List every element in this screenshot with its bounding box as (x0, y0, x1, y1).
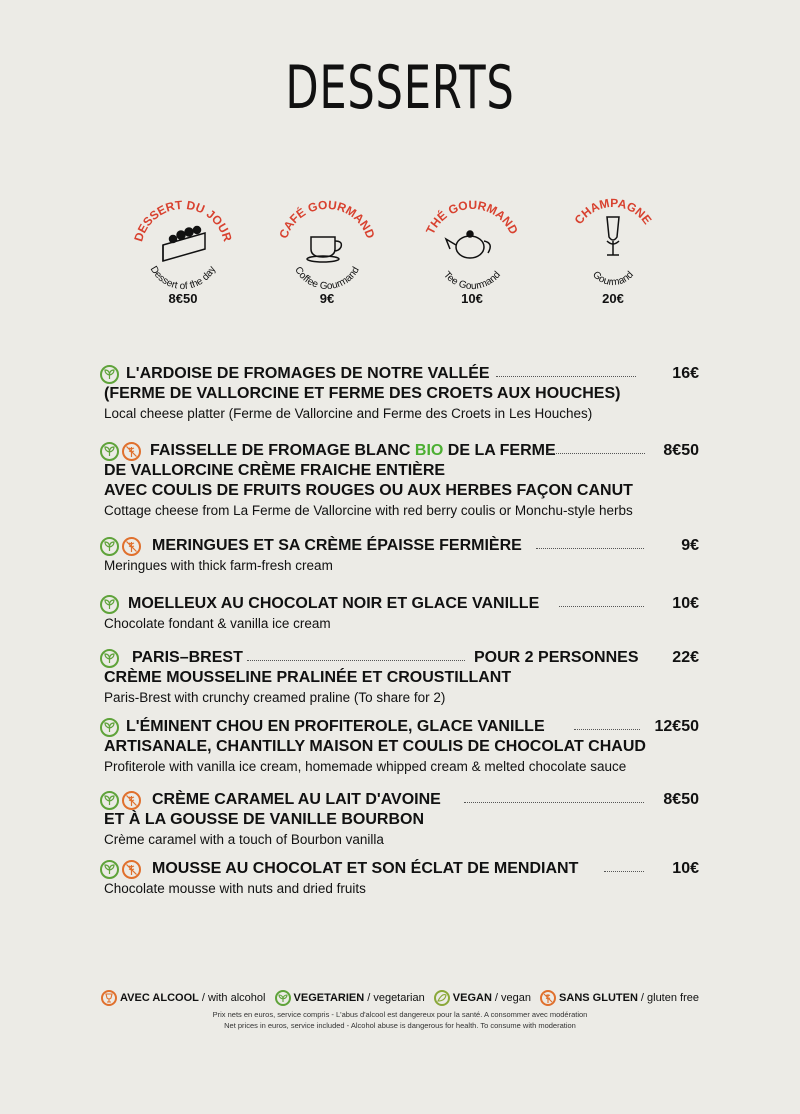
leader-dots (496, 376, 636, 377)
vegetarian-icon (100, 442, 119, 461)
vegetarian-icon (100, 649, 119, 668)
alcohol-icon (101, 990, 117, 1006)
item-name-continued: DE VALLORCINE CRÈME FRAICHE ENTIÈRE (104, 462, 446, 479)
menu-item-moelleux (104, 594, 704, 633)
menu-item-faisselle (104, 441, 704, 520)
gluten-free-icon (122, 442, 141, 461)
offer-price: 20€ (602, 291, 624, 306)
item-description-en: Local cheese platter (Ferme de Vallorcine and Ferme des Croets in Les Houches) (104, 406, 593, 421)
vegetarian-icon (100, 595, 119, 614)
item-description-en: Chocolate mousse with nuts and dried fruits (104, 881, 366, 896)
gluten-free-icon (122, 791, 141, 810)
menu-item-ardoise-fromages (104, 364, 704, 423)
item-description-en: Cottage cheese from La Ferme de Vallorcine with red berry coulis or Monchu-style herbs (104, 503, 633, 518)
cake-icon (163, 227, 205, 262)
offer-cafe-gourmand (267, 195, 387, 305)
item-name-continued: ARTISANALE, CHANTILLY MAISON ET COULIS DE CHOCOLAT CHAUD (104, 738, 646, 755)
offer-title: THÉ GOURMAND (423, 197, 521, 237)
item-description-en: Crème caramel with a touch of Bourbon vanilla (104, 832, 384, 847)
item-description-en: Paris-Brest with crunchy creamed praline (To share for 2) (104, 690, 446, 705)
item-description-en: Profiterole with vanilla ice cream, homemade whipped cream & melted chocolate sauce (104, 759, 627, 774)
teapot-icon (446, 231, 490, 258)
item-description-en: Chocolate fondant & vanilla ice cream (104, 616, 331, 631)
offer-champagne (553, 195, 673, 305)
vegan-icon (434, 990, 450, 1006)
vegetarian-icon (100, 365, 119, 384)
coffee-cup-icon (307, 237, 341, 262)
menu-item-profiterole (104, 717, 704, 776)
legend (0, 990, 800, 1009)
offer-price: 8€50 (168, 291, 198, 306)
vegetarian-icon (275, 990, 291, 1006)
leader-dots (559, 606, 644, 607)
vegetarian-icon (100, 537, 119, 556)
item-name: MOUSSE AU CHOCOLAT ET SON ÉCLAT DE MENDIANT (152, 860, 579, 877)
legend-vegan: VEGAN / vegan (434, 990, 531, 1006)
item-serving-note: POUR 2 PERSONNES (474, 649, 639, 666)
legend-alcohol: AVEC ALCOOL / with alcohol (101, 990, 265, 1006)
item-price: 8€50 (663, 442, 699, 459)
bio-label: BIO (414, 442, 444, 459)
item-price: 8€50 (663, 791, 699, 808)
item-price: 22€ (672, 649, 699, 666)
offer-subtitle: Dessert of the day (147, 264, 219, 293)
menu-item-creme-caramel (104, 790, 704, 849)
svg-text:Tee Gourmand (441, 270, 503, 293)
offer-subtitle: Tee Gourmand (441, 269, 503, 293)
item-name: L'ARDOISE DE FROMAGES DE NOTRE VALLÉE (126, 365, 490, 382)
svg-text:CAFÉ GOURMAND (276, 198, 378, 241)
item-name: L'ÉMINENT CHOU EN PROFITEROLE, GLACE VANILLE (126, 718, 545, 735)
leader-dots (604, 871, 644, 872)
item-price: 10€ (672, 595, 699, 612)
menu-item-mousse-chocolat (104, 859, 704, 898)
champagne-glass-icon (607, 217, 619, 255)
vegetarian-icon (100, 718, 119, 737)
offer-subtitle: Coffee Gourmand (292, 264, 362, 293)
offer-dessert-du-jour (123, 195, 243, 305)
svg-text:Gourmand (590, 269, 636, 288)
item-name-continued: ET À LA GOUSSE DE VANILLE BOURBON (104, 811, 425, 828)
offer-subtitle: Gourmand (590, 269, 636, 289)
svg-text:Coffee Gourmand (292, 265, 362, 292)
leader-dots (574, 729, 640, 730)
leader-dots (536, 548, 644, 549)
svg-text:CHAMPAGNE (572, 196, 655, 227)
leader-dots (247, 660, 465, 661)
item-name-continued: CRÈME MOUSSELINE PRALINÉE ET CROUSTILLANT (104, 669, 512, 686)
legend-vegetarian: VEGETARIEN / vegetarian (275, 990, 425, 1006)
item-name: PARIS–BREST (132, 649, 243, 666)
vegetarian-icon (100, 791, 119, 810)
gluten-free-icon (540, 990, 556, 1006)
item-price: 16€ (672, 365, 699, 382)
item-description-en: Meringues with thick farm-fresh cream (104, 558, 333, 573)
item-name: CRÈME CARAMEL AU LAIT D'AVOINE (152, 791, 441, 808)
svg-text:Dessert of the day (148, 264, 219, 292)
gluten-free-icon (122, 860, 141, 879)
menu-item-paris-brest (104, 648, 704, 707)
offer-price: 10€ (461, 291, 483, 306)
leader-dots (464, 802, 644, 803)
item-name-continued: (FERME DE VALLORCINE ET FERME DES CROETS AUX HOUCHES) (104, 385, 621, 402)
menu-item-meringues (104, 536, 704, 575)
item-name-continued: AVEC COULIS DE FRUITS ROUGES OU AUX HERBES FAÇON CANUT (104, 482, 633, 499)
offer-title: DESSERT DU JOUR (131, 197, 235, 244)
page-title: DESSERTS (285, 53, 515, 123)
offer-title: CHAMPAGNE (571, 195, 655, 228)
offer-the-gourmand (412, 195, 532, 305)
item-price: 9€ (681, 537, 699, 554)
item-name: MOELLEUX AU CHOCOLAT NOIR ET GLACE VANILLE (128, 595, 540, 612)
item-price: 12€50 (654, 718, 699, 735)
gluten-free-icon (122, 537, 141, 556)
item-name: MERINGUES ET SA CRÈME ÉPAISSE FERMIÈRE (152, 537, 522, 554)
item-price: 10€ (672, 860, 699, 877)
vegetarian-icon (100, 860, 119, 879)
offer-price: 9€ (319, 291, 335, 306)
item-name: FAISSELLE DE FROMAGE BLANC BIO DE LA FERME (150, 442, 556, 459)
footnote-fr: Prix nets en euros, service compris - L'abus d'alcool est dangereux pour la santé. A consommer avec modération (212, 1010, 588, 1019)
legend-gluten-free: SANS GLUTEN / gluten free (540, 990, 699, 1006)
footnote-en: Net prices in euros, service included - Alcohol abuse is dangerous for health. To consume with moderation (224, 1021, 576, 1030)
leader-dots (547, 453, 645, 454)
offer-title: CAFÉ GOURMAND (276, 197, 378, 241)
